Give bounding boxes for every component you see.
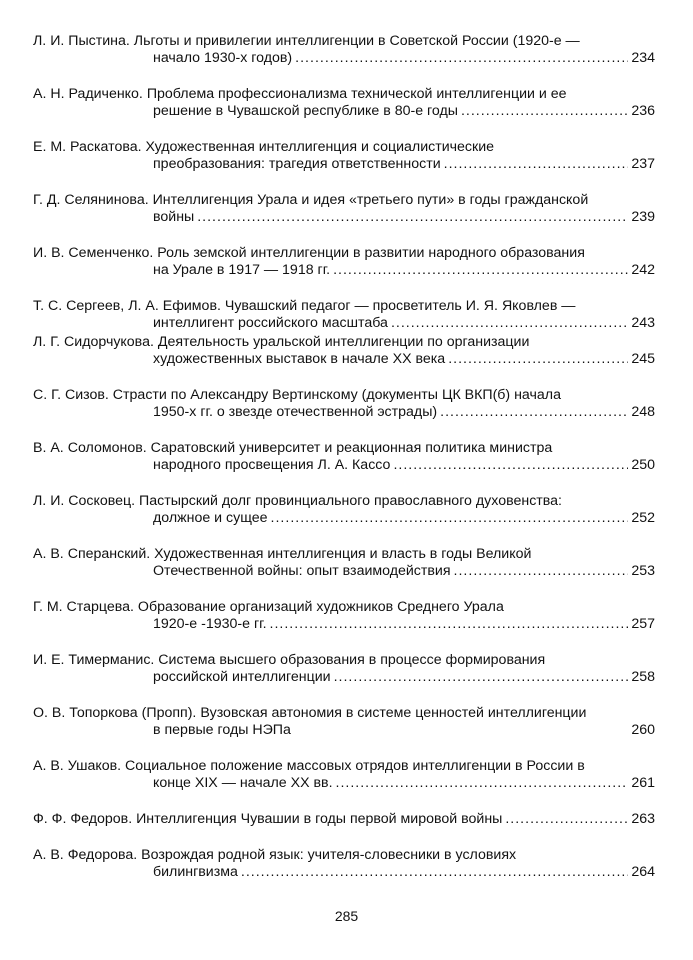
entry-title-continuation: художественных выставок в начале XX века [153, 351, 446, 367]
entry-page-number: 243 [631, 315, 655, 331]
toc-entry [33, 811, 655, 828]
entry-title-line: А. В. Сперанский. Художественная интеллигенция и власть в годы Великой [33, 546, 532, 562]
table-of-contents [33, 33, 655, 881]
entry-page-number: 252 [631, 510, 655, 526]
leader-dots [295, 50, 628, 67]
toc-entry [33, 298, 655, 332]
entry-page-number: 248 [631, 404, 655, 420]
leader-dots [241, 864, 628, 881]
toc-entry [33, 86, 655, 120]
toc-entry [33, 192, 655, 226]
entry-page-number: 263 [631, 811, 655, 827]
entry-title-continuation: войны [153, 209, 195, 225]
toc-entry [33, 847, 655, 881]
toc-entry [33, 334, 655, 368]
entry-title-line: А. В. Ушаков. Социальное положение массовых отрядов интеллигенции в России в [33, 758, 585, 774]
entry-title-line: Л. Г. Сидорчукова. Деятельность уральской интеллигенции по организации [33, 334, 530, 350]
entry-title-line: Ф. Ф. Федоров. Интеллигенция Чувашии в годы первой мировой войны [33, 811, 503, 827]
entry-page-number: 250 [631, 457, 655, 473]
toc-entry [33, 33, 655, 67]
toc-entry [33, 139, 655, 173]
leader-dots [391, 315, 628, 332]
entry-page-number: 236 [631, 103, 655, 119]
entry-page-number: 257 [631, 616, 655, 632]
entry-page-number: 239 [631, 209, 655, 225]
entry-title-line: Л. И. Сосковец. Пастырский долг провинциального православного духовенства: [33, 493, 562, 509]
leader-dots [270, 616, 629, 633]
leader-dots [440, 404, 628, 421]
toc-entry [33, 245, 655, 279]
entry-title-continuation: 1920-е -1930-е гг. [153, 616, 267, 632]
toc-entry [33, 705, 655, 739]
entry-title-line: И. В. Семенченко. Роль земской интеллигенции в развитии народного образования [33, 245, 585, 261]
leader-dots [505, 811, 628, 828]
entry-title-continuation: билингвизма [153, 864, 238, 880]
toc-entry [33, 387, 655, 421]
leader-dots [448, 351, 628, 368]
entry-title-line: В. А. Соломонов. Саратовский университет и реакционная политика министра [33, 440, 553, 456]
entry-page-number: 242 [631, 262, 655, 278]
toc-entry [33, 652, 655, 686]
entry-title-continuation: преобразования: трагедия ответственности [153, 156, 441, 172]
entry-page-number: 258 [631, 669, 655, 685]
entry-title-continuation: народного просвещения Л. А. Кассо [153, 457, 391, 473]
entry-title-line: Т. С. Сергеев, Л. А. Ефимов. Чувашский педагог — просветитель И. Я. Яковлев — [33, 298, 576, 314]
entry-title-line: А. Н. Радиченко. Проблема профессионализма технической интеллигенции и ее [33, 86, 567, 102]
leader-dots [336, 775, 629, 792]
leader-dots [334, 669, 629, 686]
leader-dots [461, 103, 628, 120]
leader-dots [197, 209, 628, 226]
entry-title-line: Г. Д. Селянинова. Интеллигенция Урала и идея «третьего пути» в годы гражданской [33, 192, 589, 208]
page-number: 285 [334, 908, 359, 924]
toc-entry [33, 758, 655, 792]
entry-page-number: 245 [631, 351, 655, 367]
entry-title-continuation: в первые годы НЭПа [153, 722, 291, 738]
entry-title-continuation: должное и сущее [153, 510, 268, 526]
entry-title-continuation: на Урале в 1917 — 1918 гг. [153, 262, 331, 278]
toc-entry [33, 440, 655, 474]
toc-entry [33, 493, 655, 527]
entry-title-line: О. В. Топоркова (Пропп). Вузовская автономия в системе ценностей интеллигенции [33, 705, 587, 721]
entry-title-line: Л. И. Пыстина. Льготы и привилегии интеллигенции в Советской России (1920-е — [33, 33, 580, 49]
entry-title-continuation: начало 1930-х годов) [153, 50, 293, 66]
leader-dots [333, 262, 628, 279]
toc-entry [33, 599, 655, 633]
entry-title-line: Г. М. Старцева. Образование организаций художников Среднего Урала [33, 599, 504, 615]
leader-dots [454, 563, 629, 580]
entry-page-number: 261 [631, 775, 655, 791]
entry-title-line: А. В. Федорова. Возрождая родной язык: учителя-словесники в условиях [33, 847, 517, 863]
entry-page-number: 260 [631, 722, 655, 738]
entry-page-number: 253 [631, 563, 655, 579]
entry-page-number: 237 [631, 156, 655, 172]
entry-title-line: И. Е. Тимерманис. Система высшего образования в процессе формирования [33, 652, 546, 668]
leader-dots [444, 156, 629, 173]
entry-title-continuation: российской интеллигенции [153, 669, 331, 685]
leader-dots [271, 510, 629, 527]
entry-title-continuation: решение в Чувашской республике в 80-е годы [153, 103, 458, 119]
entry-title-line: Е. М. Раскатова. Художественная интеллигенция и социалистические [33, 139, 495, 155]
entry-title-continuation: конце XIX — начале XX вв. [153, 775, 333, 791]
leader-dots [393, 457, 628, 474]
entry-page-number: 234 [631, 50, 655, 66]
entry-title-continuation: 1950-х гг. о звезде отечественной эстрады) [153, 404, 438, 420]
entry-page-number: 264 [631, 864, 655, 880]
toc-entry [33, 546, 655, 580]
entry-title-line: С. Г. Сизов. Страсти по Александру Вертинскому (документы ЦК ВКП(б) начала [33, 387, 561, 403]
entry-title-continuation: интеллигент российского масштаба [153, 315, 388, 331]
entry-title-continuation: Отечественной войны: опыт взаимодействия [153, 563, 451, 579]
